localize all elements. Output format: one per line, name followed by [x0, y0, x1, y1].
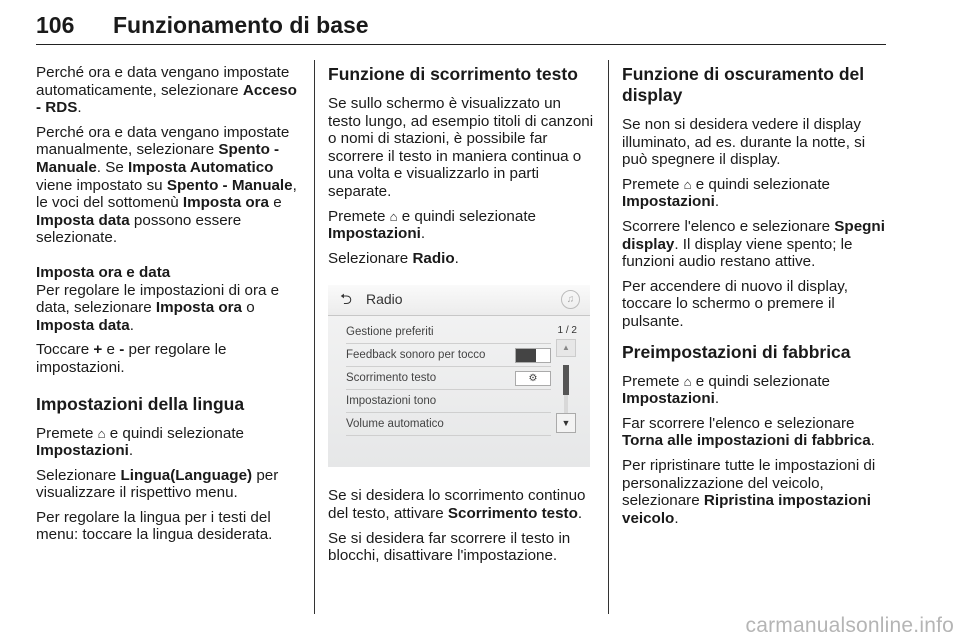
paragraph: Per ripristinare tutte le impostazioni di personalizzazione del veicolo, selezionare Ripristina impostazioni veicolo. — [622, 456, 876, 527]
subsection: Imposta ora e data Per regolare le impostazioni di ora e data, selezionare Imposta ora o Imposta data. — [36, 263, 280, 334]
home-icon: ⌂ — [97, 425, 106, 441]
section-heading: Preimpostazioni di fabbrica — [622, 341, 851, 362]
page-indicator: 1 / 2 — [557, 325, 577, 337]
paragraph: Far scorrere l'elenco e selezionare Torna alle impostazioni di fabbrica. — [622, 414, 875, 450]
home-icon: ⌂ — [389, 208, 398, 224]
paragraph: Premete ⌂ e quindi selezionate Impostazioni. — [622, 372, 830, 408]
paragraph: Se non si desidera vedere il display illuminato, ad es. durante la notte, si può spegnere il display. — [622, 116, 866, 169]
column-1 — [36, 64, 302, 551]
toggle-switch[interactable] — [515, 348, 551, 363]
page-header — [36, 6, 886, 45]
menu-item[interactable]: Volume automatico — [346, 413, 551, 436]
back-arrow-icon[interactable]: ⮌ — [340, 291, 353, 309]
watermark: carmanualsonline.info — [745, 614, 954, 637]
column-divider — [314, 60, 315, 614]
paragraph: Selezionare Lingua(Language) per visualizzare il rispettivo menu. — [36, 466, 279, 502]
home-icon: ⌂ — [683, 176, 692, 192]
column-3 — [622, 64, 890, 534]
menu-item[interactable]: Gestione preferiti — [346, 321, 551, 344]
subheading: Imposta ora e data — [36, 263, 171, 281]
paragraph: Per accendere di nuovo il display, toccare lo schermo o premere il pulsante. — [622, 277, 848, 330]
radio-settings-screenshot — [328, 285, 590, 467]
page-number: 106 — [36, 12, 75, 38]
paragraph: Toccare + e - per regolare le impostazioni. — [36, 341, 227, 376]
section-heading: Funzione di oscuramento del display — [622, 64, 865, 105]
page-title: Funzionamento di base — [113, 12, 369, 38]
paragraph: Premete ⌂ e quindi selezionate Impostazioni. — [36, 424, 244, 460]
gear-icon[interactable]: ⚙ — [515, 371, 551, 386]
music-note-icon[interactable]: ♫ — [561, 290, 580, 309]
radio-title: Radio — [366, 291, 403, 308]
scroll-down-button[interactable]: ▼ — [556, 413, 576, 433]
section-heading: Funzione di scorrimento testo — [328, 64, 578, 84]
paragraph: Se sullo schermo è visualizzato un testo lungo, ad esempio titoli di canzoni o nomi di stazioni, è possibile far scorrere il testo in maniera continua o una volta e visualizzarlo in parti separate. — [328, 95, 594, 200]
scroll-up-button[interactable]: ▲ — [556, 339, 576, 357]
scrollbar-thumb[interactable] — [563, 365, 569, 395]
paragraph: Per regolare la lingua per i testi del menu: toccare la lingua desiderata. — [36, 508, 273, 544]
paragraph: Scorrere l'elenco e selezionare Spegni display. Il display viene spento; le funzioni audio restano attive. — [622, 217, 885, 271]
paragraph: Selezionare Radio. — [328, 249, 459, 267]
paragraph: Premete ⌂ e quindi selezionate Impostazioni. — [622, 175, 830, 211]
section-heading: Impostazioni della lingua — [36, 393, 245, 414]
radio-title-bar — [328, 285, 590, 316]
column-divider — [608, 60, 609, 614]
menu-item[interactable]: Scorrimento testo ⚙ — [346, 367, 551, 390]
menu-item[interactable]: Impostazioni tono — [346, 390, 551, 413]
paragraph: Se si desidera far scorrere il testo in blocchi, disattivare l'impostazione. — [328, 529, 571, 565]
paragraph: Perché ora e data vengano impostate manualmente, selezionare Spento - Manuale. Se Imposta Automatico viene impostato su Spento - Manuale, le voci del sottomenù Imposta ora e Imposta data possono essere selezionate. — [36, 123, 297, 247]
paragraph: Perché ora e data vengano impostate automaticamente, selezionare Acceso - RDS. — [36, 64, 297, 117]
column-2 — [328, 64, 596, 572]
menu-item[interactable]: Feedback sonoro per tocco — [346, 344, 551, 367]
paragraph: Se si desidera lo scorrimento continuo del testo, attivare Scorrimento testo. — [328, 487, 586, 522]
home-icon: ⌂ — [683, 373, 692, 389]
paragraph: Premete ⌂ e quindi selezionate Impostazioni. — [328, 207, 536, 243]
